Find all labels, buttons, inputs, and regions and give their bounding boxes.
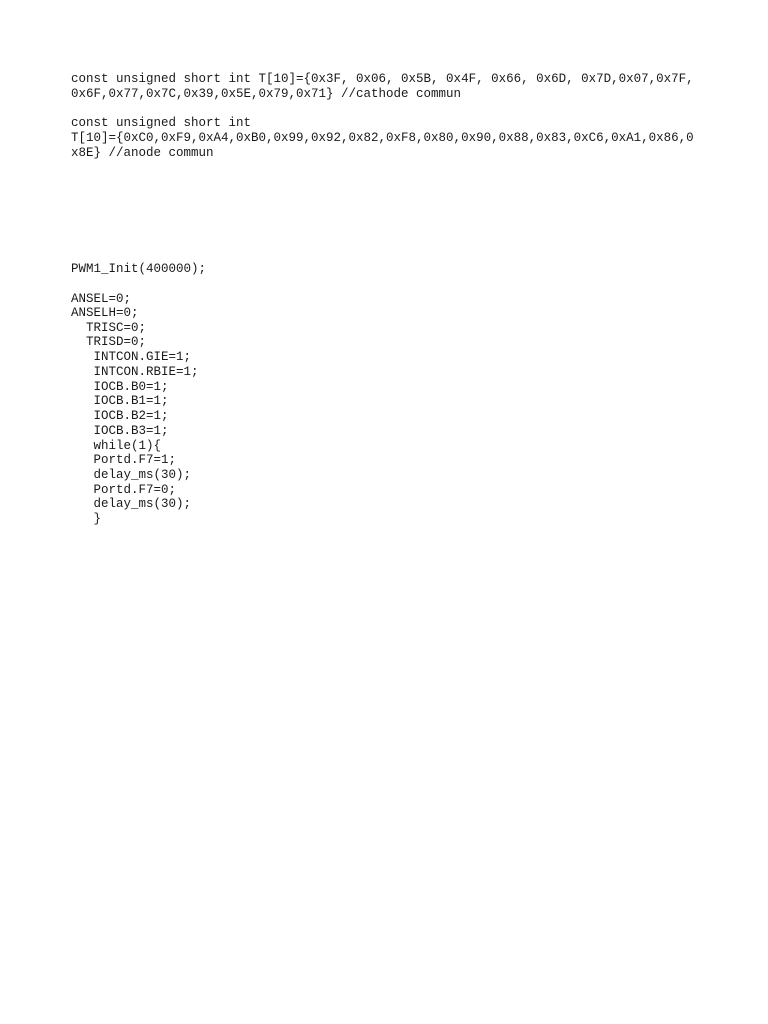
code-line-anode-array: T[10]={0xC0,0xF9,0xA4,0xB0,0x99,0x92,0x82,0xF8,0x80,0x90,0x88,0x83,0xC6,0xA1,0x86,0: [71, 131, 694, 145]
code-line-delay-1: delay_ms(30);: [71, 468, 192, 482]
code-line-intcon-gie: INTCON.GIE=1;: [71, 350, 192, 364]
code-line-anode-array-cont: x8E} //anode commun: [71, 146, 214, 160]
code-line-ansel: ANSEL=0;: [71, 292, 132, 306]
code-line-pwm-init: PWM1_Init(400000);: [71, 262, 207, 276]
code-line-cathode-array-cont: 0x6F,0x77,0x7C,0x39,0x5E,0x79,0x71} //cathode commun: [71, 87, 462, 101]
code-line-iocb-b2: IOCB.B2=1;: [71, 409, 169, 423]
code-line-cathode-array: const unsigned short int T[10]={0x3F, 0x06, 0x5B, 0x4F, 0x66, 0x6D, 0x7D,0x07,0x7F,: [71, 72, 694, 86]
code-line-close-brace: }: [71, 512, 102, 526]
code-line-while: while(1){: [71, 439, 162, 453]
code-line-portd-low: Portd.F7=0;: [71, 483, 177, 497]
code-line-delay-2: delay_ms(30);: [71, 497, 192, 511]
code-line-anode-decl: const unsigned short int: [71, 116, 252, 130]
code-line-iocb-b3: IOCB.B3=1;: [71, 424, 169, 438]
code-line-trisc: TRISC=0;: [71, 321, 147, 335]
code-line-iocb-b1: IOCB.B1=1;: [71, 394, 169, 408]
code-line-anselh: ANSELH=0;: [71, 306, 139, 320]
code-line-intcon-rbie: INTCON.RBIE=1;: [71, 365, 199, 379]
code-line-trisd: TRISD=0;: [71, 335, 147, 349]
code-line-portd-high: Portd.F7=1;: [71, 453, 177, 467]
code-line-iocb-b0: IOCB.B0=1;: [71, 380, 169, 394]
